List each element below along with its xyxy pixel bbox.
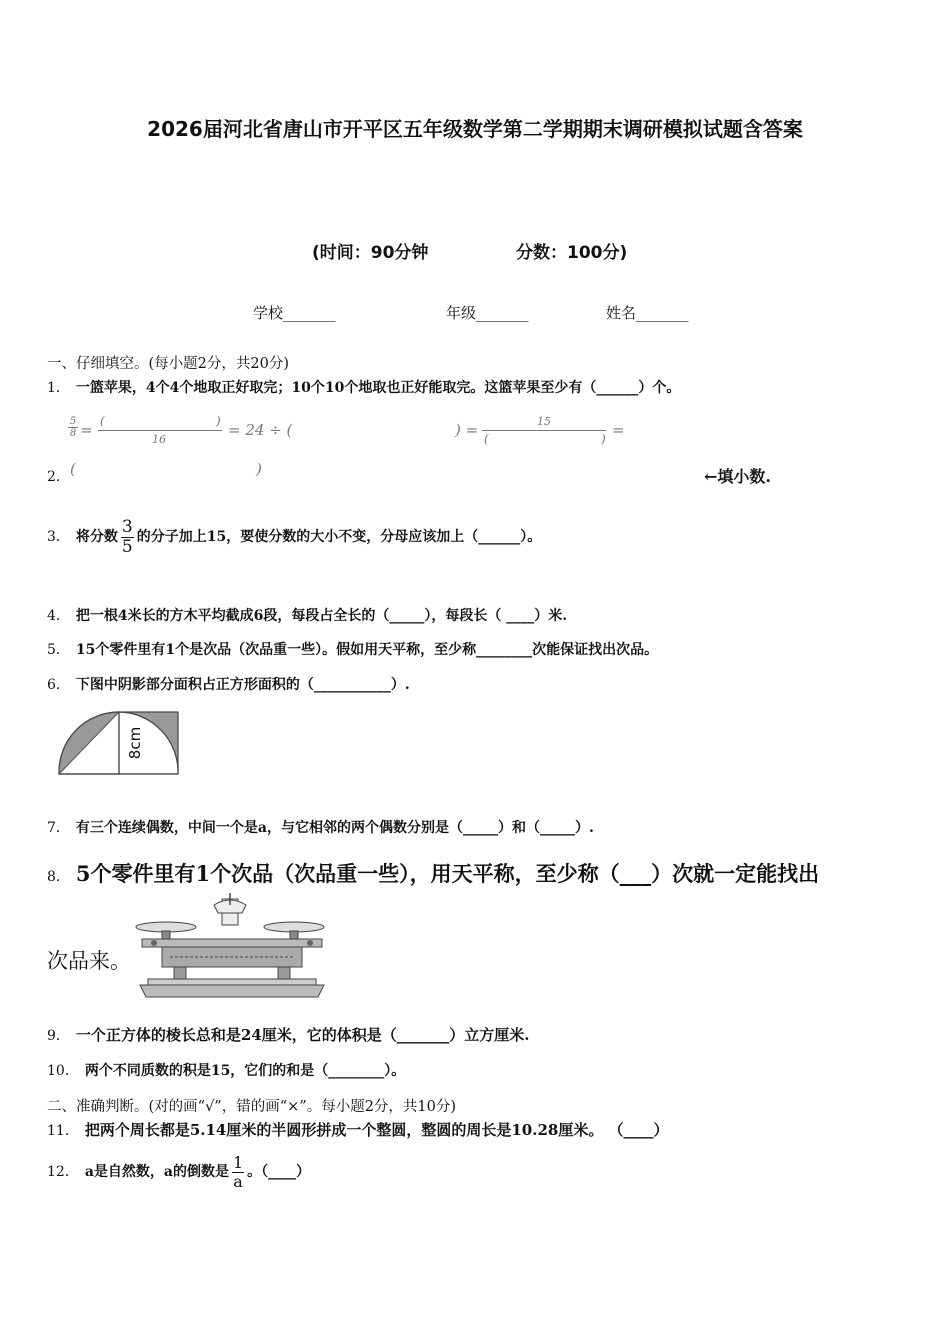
document-title: 2026届河北省唐山市开平区五年级数学第二学期期末调研模拟试题含答案: [147, 117, 803, 141]
row2-close-paren: ): [256, 460, 262, 478]
equals-sign-3: =: [612, 421, 625, 439]
numerator-15: 15: [537, 415, 551, 428]
question-text: 把两个周长都是5.14厘米的半圆形拼成一个整圆，整圆的周长是10.28厘米。 （____）: [84, 1121, 669, 1139]
question-text: 下图中阴影部分面积占正方形面积的（___________）.: [75, 677, 410, 693]
denominator: a: [233, 1171, 243, 1191]
exam-score: 分数：100分): [516, 243, 628, 263]
den-open-paren: (: [484, 432, 489, 446]
question-number: 9．: [47, 1028, 70, 1044]
question-number: 5．: [47, 642, 70, 658]
question-number: 3．: [47, 529, 70, 546]
question-text-post: 的分子加上15，要使分数的大小不变，分母应该加上（______）。: [136, 529, 542, 546]
question-number: 1．: [47, 380, 70, 396]
name-field: 姓名_______: [606, 304, 689, 322]
question-text: 把一根4米长的方木平均截成6段，每段占全长的（_____），每段长（ ____）米.: [75, 608, 568, 624]
question-8: [47, 858, 819, 888]
question-text: 一篮苹果，4个4个地取正好取完；10个10个地取也正好能取完。这篮苹果至少有（______）个。: [75, 380, 681, 396]
question-number: 11．: [47, 1123, 79, 1139]
question-text-post: 。（____）: [247, 1164, 311, 1181]
den-close-paren: ): [601, 432, 606, 446]
balance-scale-illustration: [134, 893, 330, 1005]
shaded-area-figure: [56, 708, 182, 780]
question-9: [47, 1024, 530, 1045]
question-number: 6．: [47, 677, 70, 693]
equals-division: = 24 ÷ (: [228, 421, 293, 439]
numerator: 3: [121, 517, 133, 537]
question-10: [47, 1060, 405, 1080]
question-text-line1: 5个零件里有1个次品（次品重一些），用天平称，至少称（___）次就一定能找出: [75, 861, 820, 886]
question-1: [47, 377, 680, 397]
question-12: [47, 1154, 310, 1190]
question-3: [47, 518, 541, 556]
question-4: [47, 605, 567, 625]
question-8-line2: 次品来。: [47, 949, 131, 973]
question-6: [47, 674, 410, 694]
question-number: 12．: [47, 1164, 79, 1181]
question-number: 2．: [47, 469, 70, 485]
denominator: 8: [69, 428, 77, 439]
question-11: [47, 1119, 669, 1140]
side-length-label: 8cm: [126, 726, 144, 760]
question-text-pre: a是自然数，a的倒数是: [84, 1164, 229, 1181]
close-paren: ): [216, 414, 221, 428]
question-text-pre: 将分数: [75, 529, 118, 546]
denominator-16: 16: [152, 433, 166, 446]
fraction-bar: [98, 430, 222, 431]
fraction-3-5: [121, 518, 134, 556]
grade-field: 年级_______: [446, 304, 529, 322]
denominator: 5: [121, 536, 133, 557]
question-text: 两个不同质数的积是15，它们的和是（________）。: [84, 1063, 406, 1079]
open-paren: (: [100, 414, 105, 428]
question-text: 有三个连续偶数，中间一个是a，与它相邻的两个偶数分别是（_____）和（_____）.: [75, 820, 594, 836]
section-2-heading: 二、准确判断。(对的画“√”，错的画“×”。每小题2分，共10分): [47, 1099, 457, 1115]
semicircle-square-diagram: [56, 708, 182, 776]
numerator: 1: [232, 1153, 244, 1172]
fraction-bar-2: [482, 430, 606, 431]
question-5: [47, 639, 658, 659]
fraction-1-a: [232, 1154, 244, 1190]
question-text: 15个零件里有1个是次品（次品重一些）。假如用天平称，至少称________次能保证找出次品。: [75, 642, 659, 658]
row2-open-paren: (: [70, 460, 76, 478]
close-paren-equals: ) =: [455, 421, 479, 439]
fraction-5-8: [68, 416, 78, 439]
question-number: 4．: [47, 608, 70, 624]
numerator: 5: [69, 416, 77, 427]
question-number: 7．: [47, 820, 70, 836]
exam-time: (时间：90分钟: [312, 243, 429, 263]
balance-scale-icon: [134, 893, 330, 1001]
school-field: 学校_______: [253, 304, 336, 322]
fill-decimal-hint: ←填小数.: [704, 467, 771, 486]
question-text: 一个正方体的棱长总和是24厘米，它的体积是（_______）立方厘米.: [75, 1026, 530, 1044]
question-7: [47, 817, 594, 837]
question-number: 8．: [47, 869, 70, 885]
section-1-heading: 一、仔细填空。(每小题2分，共20分): [47, 356, 289, 372]
equals-sign: =: [80, 421, 93, 439]
question-number: 10．: [47, 1063, 79, 1079]
